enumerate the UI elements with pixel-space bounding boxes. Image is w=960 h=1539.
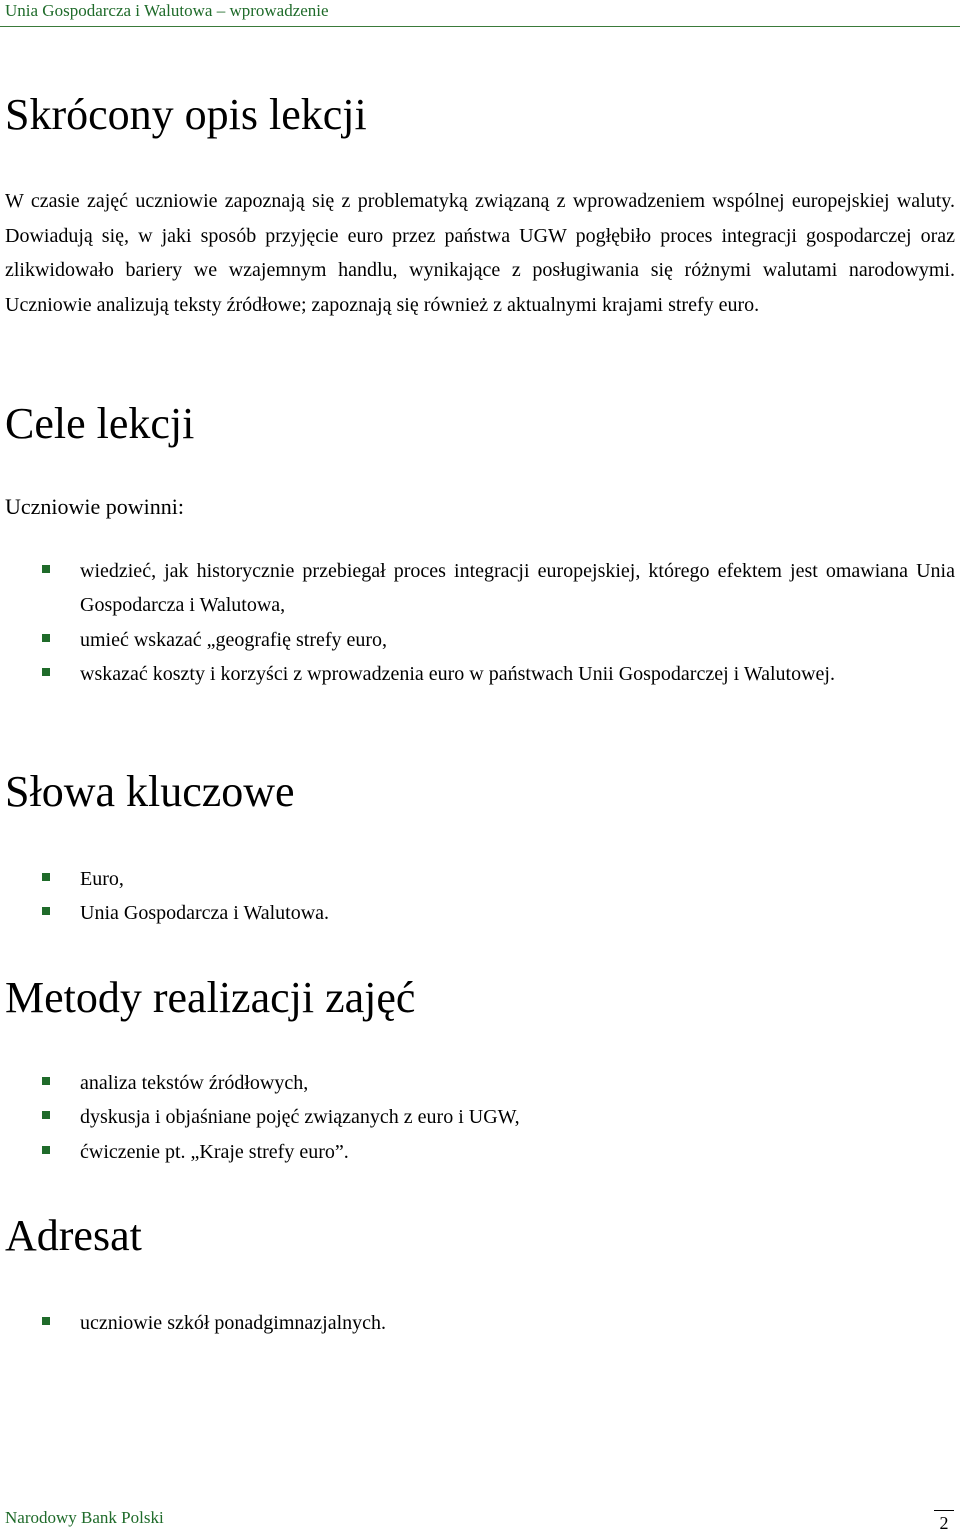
- footer-publisher: Narodowy Bank Polski: [5, 1508, 164, 1527]
- goals-list: [0, 554, 955, 691]
- list-item: ćwiczenie pt. „Kraje strefy euro”.: [0, 1135, 955, 1169]
- list-item: Unia Gospodarcza i Walutowa.: [0, 896, 955, 930]
- keywords-heading: Słowa kluczowe: [5, 767, 295, 816]
- list-item: uczniowie szkół ponadgimnazjalnych.: [0, 1306, 955, 1340]
- audience-list: [0, 1306, 955, 1340]
- square-bullet-icon: [42, 1317, 50, 1325]
- square-bullet-icon: [42, 1146, 50, 1154]
- page-header: [0, 0, 960, 27]
- list-item: dyskusja i objaśniane pojęć związanych z euro i UGW,: [0, 1100, 955, 1134]
- list-item: analiza tekstów źródłowych,: [0, 1066, 955, 1100]
- keywords-list: [0, 862, 955, 931]
- square-bullet-icon: [42, 565, 50, 573]
- page-number: 2: [934, 1510, 954, 1534]
- summary-paragraph: W czasie zajęć uczniowie zapoznają się z problematyką związaną z wprowadzeniem wspólnej europejskiej waluty. Dowiadują się, w jaki sposób przyjęcie euro przez państwa UGW pogłębiło proces integracji gospodarczej oraz zlikwidowało bariery we wzajemnym handlu, wynikające z posługiwania się różnymi walutami narodowymi. Uczniowie analizują teksty źródłowe; zapoznają się również z aktualnymi krajami strefy euro.: [5, 190, 955, 316]
- square-bullet-icon: [42, 668, 50, 676]
- summary-heading: Skrócony opis lekcji: [5, 90, 367, 139]
- page-footer: [0, 1505, 960, 1539]
- methods-list: [0, 1066, 955, 1169]
- goals-heading: Cele lekcji: [5, 399, 195, 448]
- square-bullet-icon: [42, 907, 50, 915]
- header-title: Unia Gospodarcza i Walutowa – wprowadzenie: [5, 1, 329, 20]
- square-bullet-icon: [42, 1077, 50, 1085]
- methods-heading: Metody realizacji zajęć: [5, 973, 416, 1022]
- list-item: Euro,: [0, 862, 955, 896]
- goals-subheading: Uczniowie powinni:: [5, 494, 185, 519]
- square-bullet-icon: [42, 873, 50, 881]
- square-bullet-icon: [42, 634, 50, 642]
- list-item: umieć wskazać „geografię strefy euro,: [0, 623, 955, 657]
- square-bullet-icon: [42, 1111, 50, 1119]
- list-item: wiedzieć, jak historycznie przebiegał proces integracji europejskiej, którego efektem jest omawiana Unia Gospodarcza i Walutowa,: [0, 554, 955, 623]
- list-item: wskazać koszty i korzyści z wprowadzenia euro w państwach Unii Gospodarczej i Walutowej.: [0, 657, 955, 691]
- audience-heading: Adresat: [5, 1211, 142, 1260]
